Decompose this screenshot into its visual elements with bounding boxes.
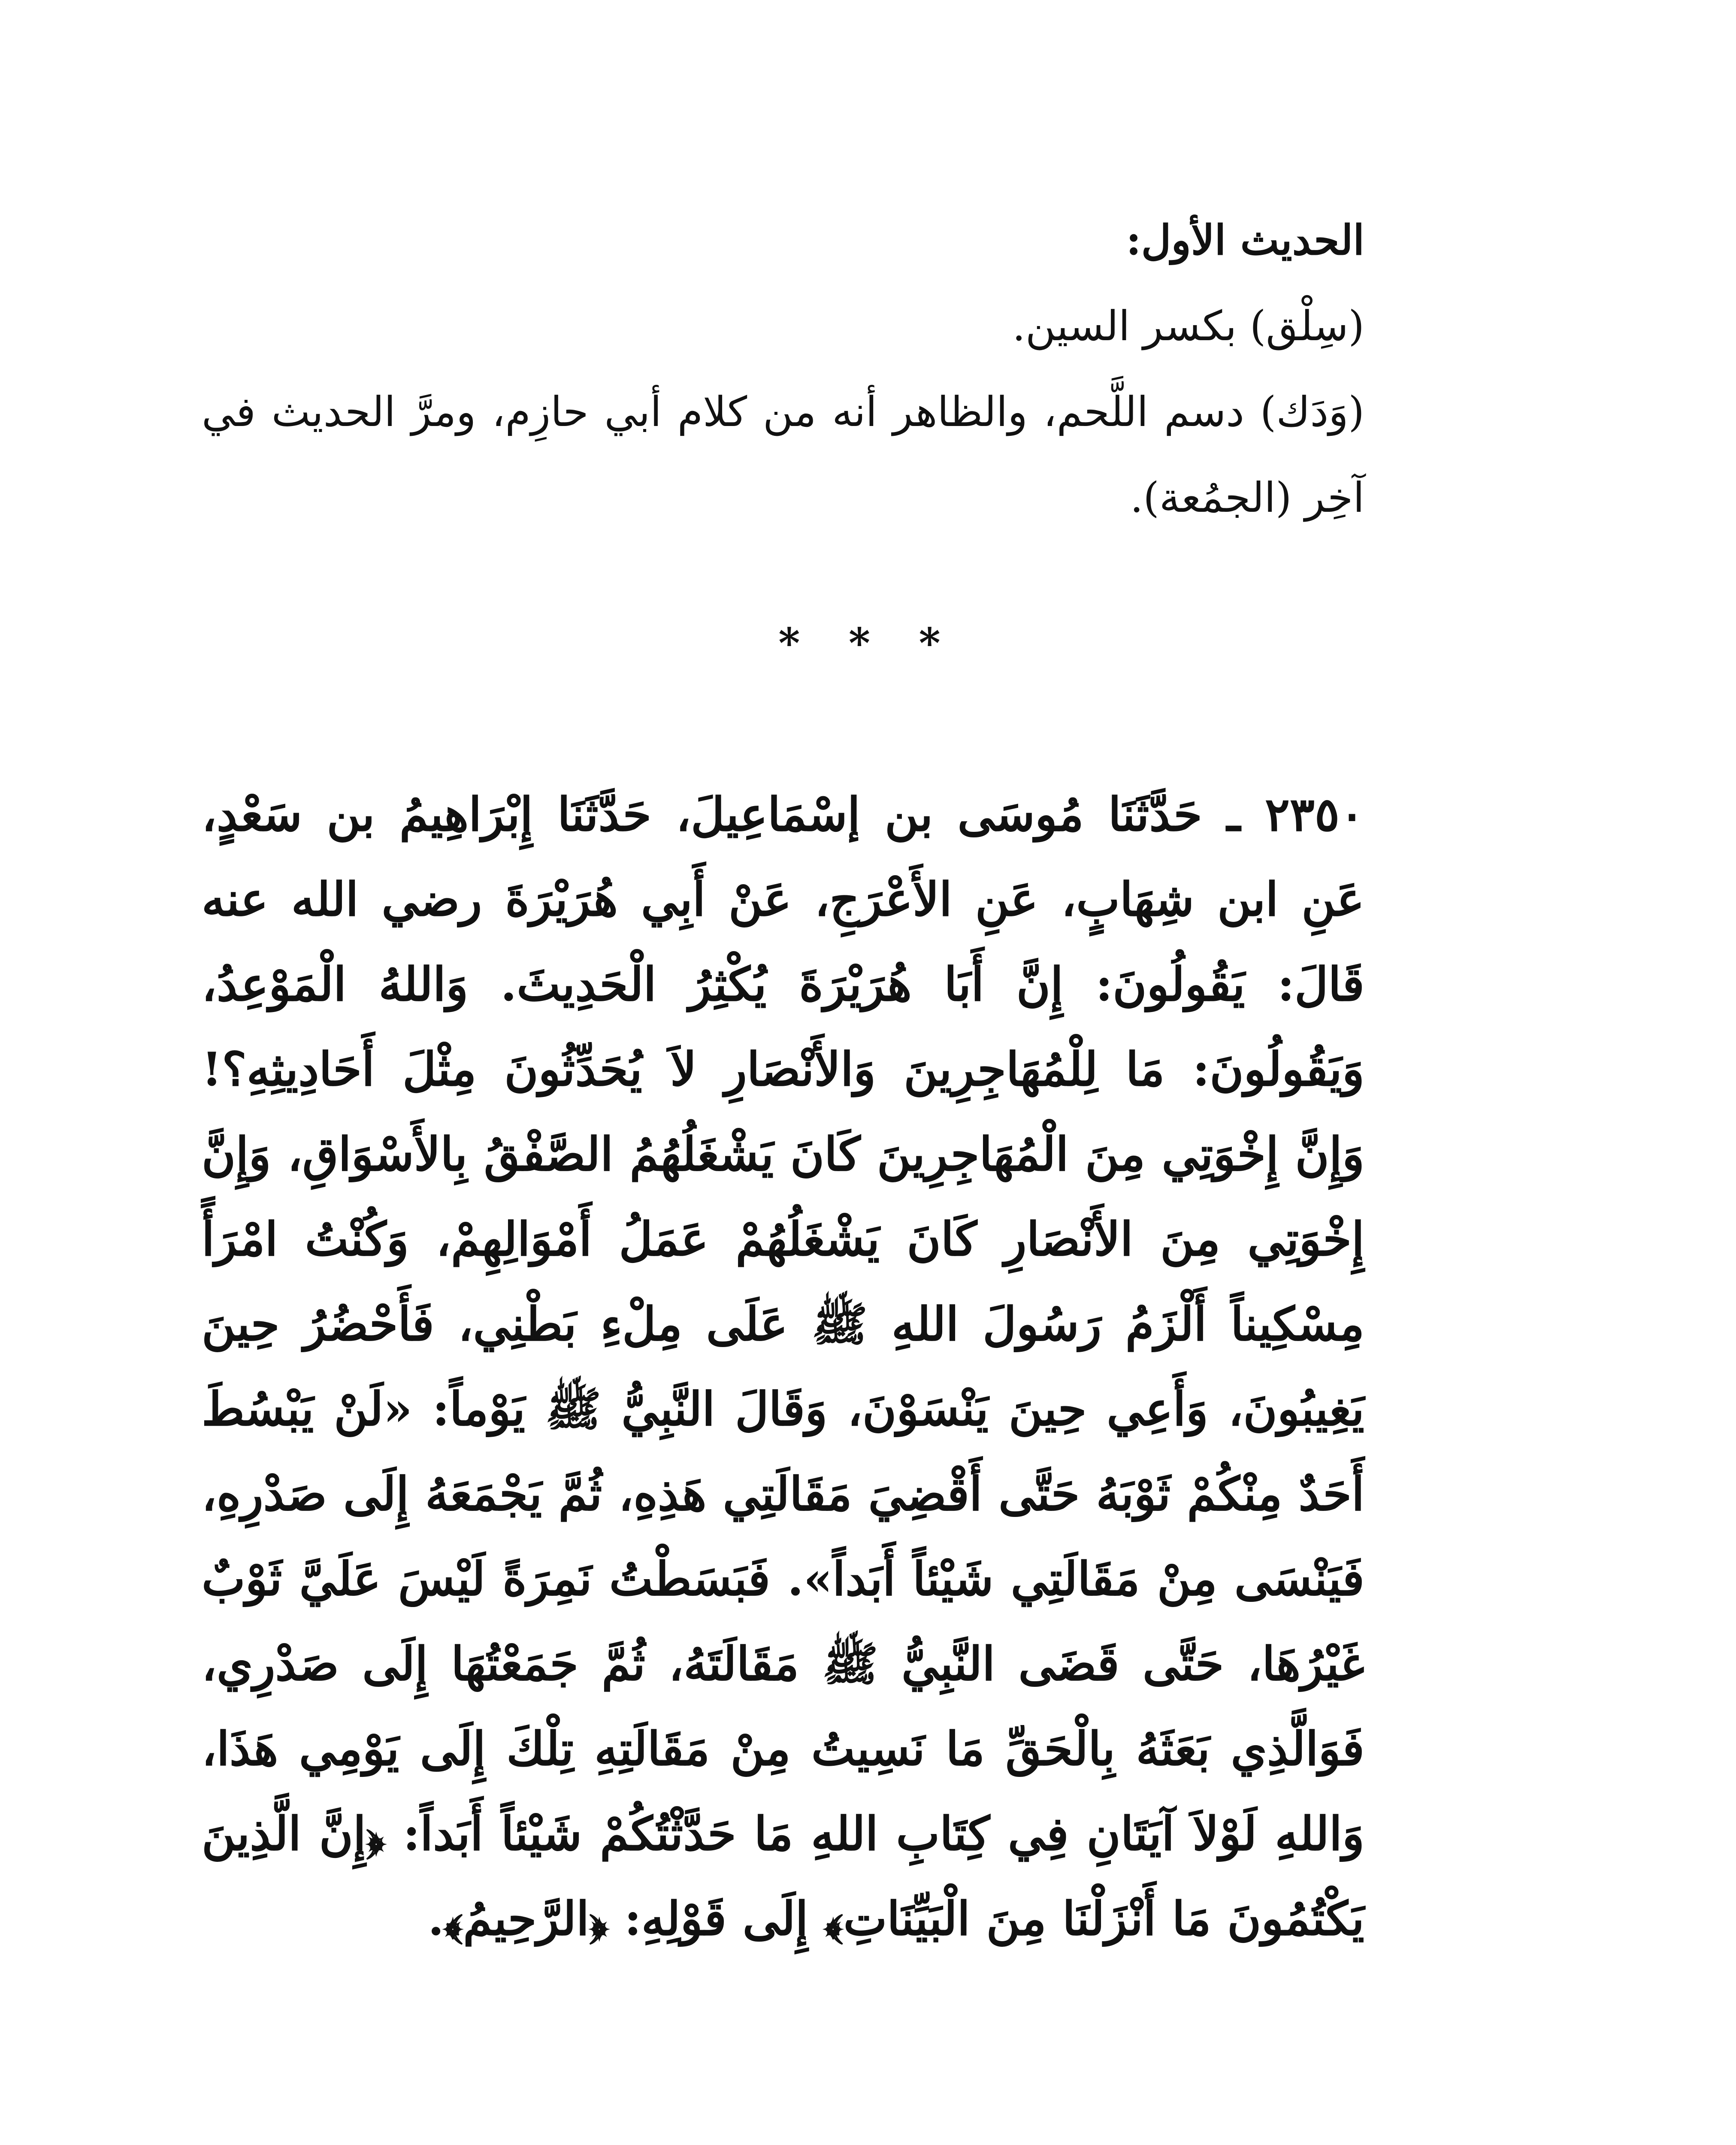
commentary-line-1: (سِلْق) بكسر السين.	[1012, 302, 1364, 350]
commentary-heading: الحديث الأول:	[1126, 216, 1364, 264]
commentary-line-2: (وَدَك) دسم اللَّحم، والظاهر أنه من كلام أبي حازِم، ومرَّ الحديث في آخِر (الجمُعة).	[202, 388, 1364, 522]
hadith-section	[202, 772, 1364, 1961]
hadith-number: ٢٣٥٠	[1264, 788, 1364, 842]
section-separator: * * *	[778, 619, 958, 668]
hadith-paragraph	[202, 772, 1364, 1961]
hadith-text: ـ حَدَّثَنَا مُوسَى بن إسْمَاعِيلَ، حَدَّثَنَا إِبْرَاهِيمُ بن سَعْدٍ، عَنِ ابن شِهَابٍ، عَنِ الأَعْرَجِ، عَنْ أَبِي هُرَيْرَةَ رضي الله عنه قَالَ: يَقُولُونَ: إِنَّ أَبَا هُرَيْرَةَ يُكْثِرُ الْحَدِيثَ. وَاللهُ الْمَوْعِدُ، وَيَقُولُونَ: مَا لِلْمُهَاجِرِينَ وَالأَنْصَارِ لاَ يُحَدِّثُونَ مِثْلَ أَحَادِيثِهِ؟! وَإِنَّ إِخْوَتِي مِنَ الْمُهَاجِرِينَ كَانَ يَشْغَلُهُمُ الصَّفْقُ بِالأَسْوَاقِ، وَإِنَّ إِخْوَتِي مِنَ الأَنْصَارِ كَانَ يَشْغَلُهُمْ عَمَلُ أَمْوَالِهِمْ، وَكُنْتُ امْرَأً مِسْكِيناً أَلْزَمُ رَسُولَ اللهِ ﷺ عَلَى مِلْءِ بَطْنِي، فَأَحْضُرُ حِينَ يَغِيبُونَ، وَأَعِي حِينَ يَنْسَوْنَ، وَقَالَ النَّبِيُّ ﷺ يَوْماً: «لَنْ يَبْسُطَ أَحَدٌ مِنْكُمْ ثَوْبَهُ حَتَّى أَقْضِيَ مَقَالَتِي هَذِهِ، ثُمَّ يَجْمَعَهُ إِلَى صَدْرِهِ، فَيَنْسَى مِنْ مَقَالَتِي شَيْئاً أَبَداً». فَبَسَطْتُ نَمِرَةً لَيْسَ عَلَيَّ ثَوْبٌ غَيْرُهَا، حَتَّى قَضَى النَّبِيُّ ﷺ مَقَالَتَهُ، ثُمَّ جَمَعْتُهَا إِلَى صَدْرِي، فَوَالَّذِي بَعَثَهُ بِالْحَقِّ مَا نَسِيتُ مِنْ مَقَالَتِهِ تِلْكَ إِلَى يَوْمِي هَذَا، وَاللهِ لَوْلاَ آيَتَانِ فِي كِتَابِ اللهِ مَا حَدَّثْتُكُمْ شَيْئاً أَبَداً: ﴿إِنَّ الَّذِينَ يَكْتُمُونَ مَا أَنْزَلْنَا مِنَ الْبَيِّنَاتِ﴾ إِلَى قَوْلِهِ: ﴿الرَّحِيمُ﴾.	[202, 788, 1364, 1946]
commentary-section	[202, 197, 1364, 541]
